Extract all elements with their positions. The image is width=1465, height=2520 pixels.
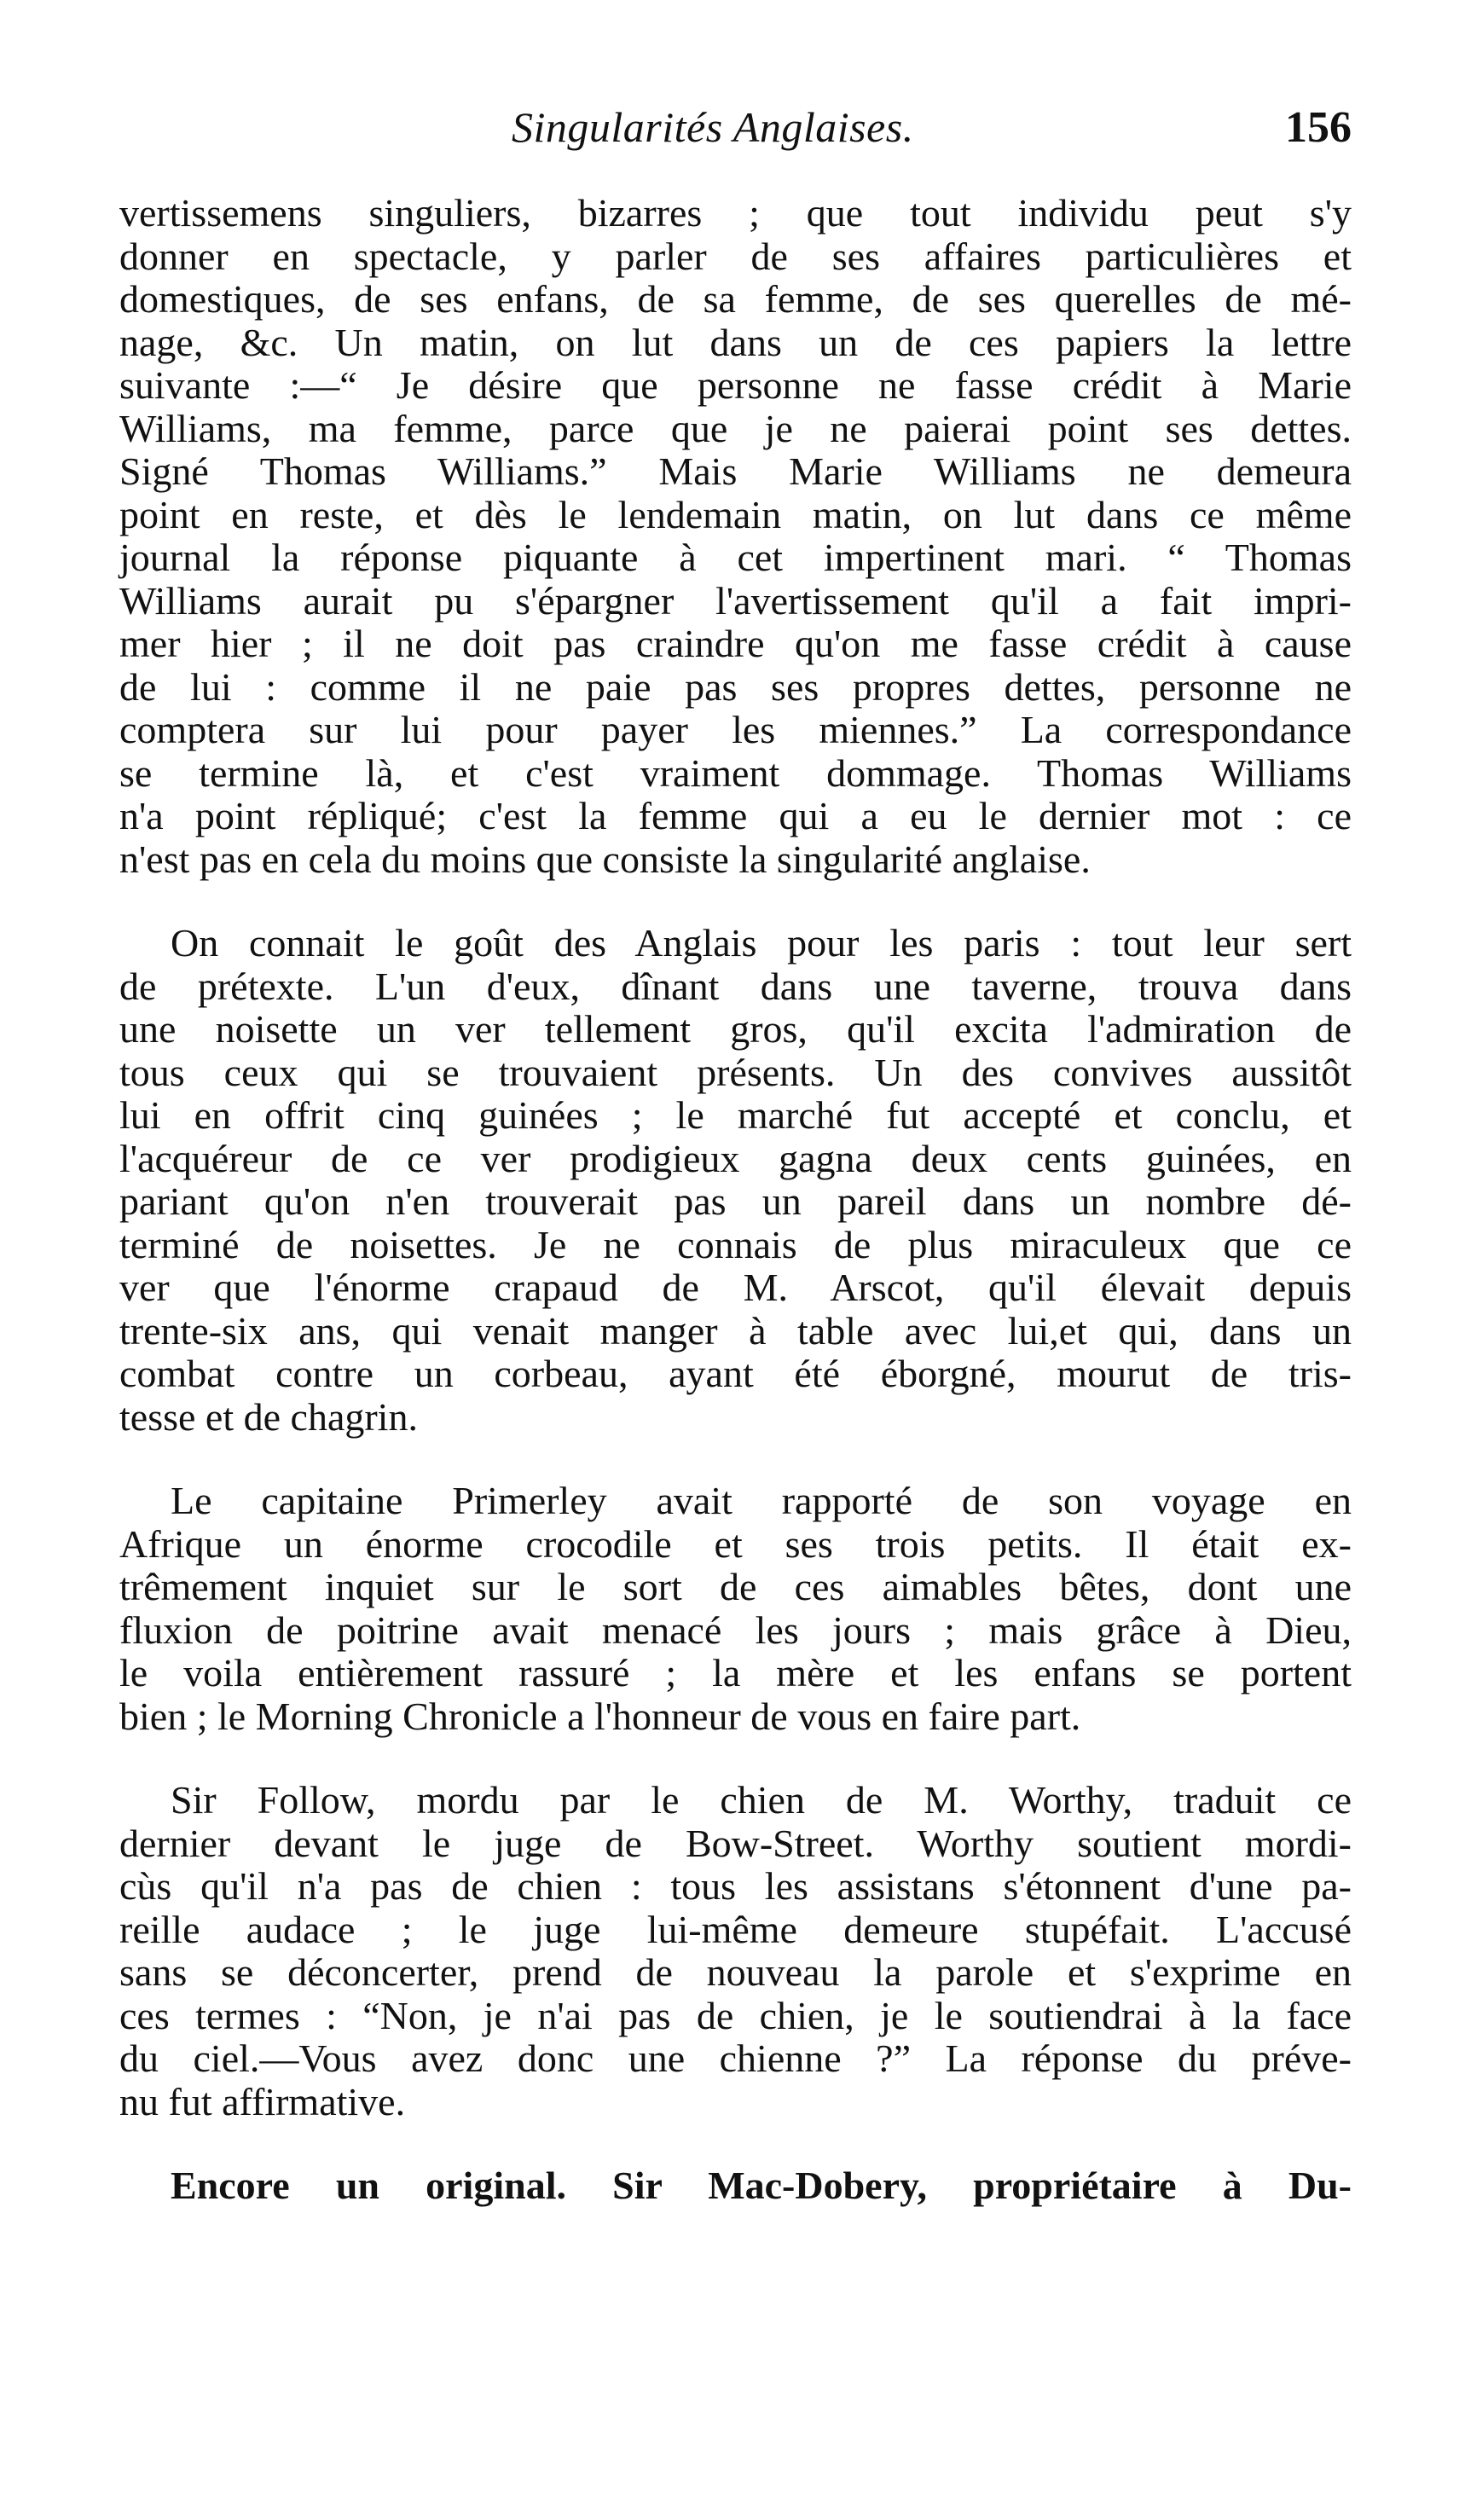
running-head — [119, 102, 1352, 171]
text-line: dernier devant le juge de Bow-Street. Worthy soutient mordi- — [119, 1821, 1352, 1865]
text-line: vertissemens singuliers, bizarres ; que tout individu peut s'y — [119, 191, 1352, 235]
text-line: bien ; le Morning Chronicle a l'honneur de vous en faire part. — [119, 1694, 1081, 1738]
text-line: de prétexte. L'un d'eux, dînant dans une taverne, trouva dans — [119, 964, 1352, 1008]
text-line: suivante :—“ Je désire que personne ne fasse crédit à Marie — [119, 363, 1352, 407]
paragraph-follow — [119, 1779, 1352, 2123]
text-line: Afrique un énorme crocodile et ses trois petits. Il était ex- — [119, 1521, 1352, 1566]
text-line: ces termes : “Non, je n'ai pas de chien, je le soutiendrai à la face — [119, 1993, 1352, 2037]
text-line: Encore un original. Sir Mac-Dobery, propriétaire à Du- — [171, 2164, 1352, 2207]
text-line: domestiques, de ses enfans, de sa femme, de ses querelles de mé- — [119, 277, 1352, 321]
paragraph-wager — [119, 922, 1352, 1439]
text-line: de lui : comme il ne paie pas ses propres dettes, personne ne — [119, 664, 1352, 709]
text-line: Williams aurait pu s'épargner l'avertissement qu'il a fait impri- — [119, 578, 1352, 623]
text-line: nu fut affirmative. — [119, 2079, 406, 2123]
text-line: trêmement inquiet sur le sort de ces aimables bêtes, dont une — [119, 1565, 1352, 1608]
text-line: reille audace ; le juge lui-même demeure stupéfait. L'accusé — [119, 1907, 1352, 1951]
text-line: cùs qu'il n'a pas de chien : tous les assistans s'étonnent d'une pa- — [119, 1864, 1352, 1908]
paragraph-mac-dobery — [119, 2164, 1352, 2208]
text-line: fluxion de poitrine avait menacé les jours ; mais grâce à Dieu, — [119, 1608, 1352, 1652]
text-line: n'est pas en cela du moins que consiste la singularité anglaise. — [119, 837, 1091, 881]
text-line: Le capitaine Primerley avait rapporté de son voyage en — [171, 1479, 1352, 1522]
text-line: Sir Follow, mordu par le chien de M. Worthy, traduit ce — [171, 1778, 1352, 1822]
page-number: 156 — [1285, 103, 1352, 152]
text-line: trente-six ans, qui venait manger à table avec lui,et qui, dans un — [119, 1308, 1352, 1353]
text-line: pariant qu'on n'en trouverait pas un pareil dans un nombre dé- — [119, 1179, 1352, 1223]
text-line: Signé Thomas Williams.” Mais Marie Williams ne demeura — [119, 449, 1352, 493]
text-line: une noisette un ver tellement gros, qu'il excita l'admiration de — [119, 1007, 1352, 1051]
text-line: l'acquéreur de ce ver prodigieux gagna deux cents guinées, en — [119, 1136, 1352, 1180]
text-line: On connait le goût des Anglais pour les paris : tout leur sert — [171, 921, 1352, 965]
text-line: tesse et de chagrin. — [119, 1394, 418, 1439]
text-line: donner en spectacle, y parler de ses affaires particulières et — [119, 234, 1352, 278]
text-line: du ciel.—Vous avez donc une chienne ?” La réponse du préve- — [119, 2036, 1352, 2080]
paragraph-williams — [119, 192, 1352, 881]
text-line: ver que l'énorme crapaud de M. Arscot, qu'il élevait depuis — [119, 1266, 1352, 1309]
text-line: journal la réponse piquante à cet impertinent mari. “ Thomas — [119, 536, 1352, 579]
text-line: se termine là, et c'est vraiment dommage. Thomas Williams — [119, 750, 1352, 795]
text-line: nage, &c. Un matin, on lut dans un de ces papiers la lettre — [119, 320, 1352, 364]
text-line: combat contre un corbeau, ayant été éborgné, mourut de tris- — [119, 1352, 1352, 1395]
text-line: point en reste, et dès le lendemain matin, on lut dans ce même — [119, 492, 1352, 536]
text-line: Williams, ma femme, parce que je ne paierai point ses dettes. — [119, 406, 1352, 450]
text-line: comptera sur lui pour payer les miennes.” La correspondance — [119, 708, 1352, 751]
text-line: le voila entièrement rassuré ; la mère et les enfans se portent — [119, 1651, 1352, 1694]
text-line: lui en offrit cinq guinées ; le marché fut accepté et conclu, et — [119, 1093, 1352, 1137]
body-text — [119, 192, 1352, 2208]
text-line: sans se déconcerter, prend de nouveau la parole et s'exprime en — [119, 1950, 1352, 1994]
paragraph-crocodile — [119, 1480, 1352, 1738]
text-line: terminé de noisettes. Je ne connais de plus miraculeux que ce — [119, 1222, 1352, 1266]
text-line: mer hier ; il ne doit pas craindre qu'on me fasse crédit à cause — [119, 622, 1352, 665]
text-line: n'a point répliqué; c'est la femme qui a eu le dernier mot : ce — [119, 794, 1352, 837]
text-line: tous ceux qui se trouvaient présents. Un des convives aussitôt — [119, 1050, 1352, 1094]
running-title: Singularités Anglaises. — [512, 103, 914, 151]
